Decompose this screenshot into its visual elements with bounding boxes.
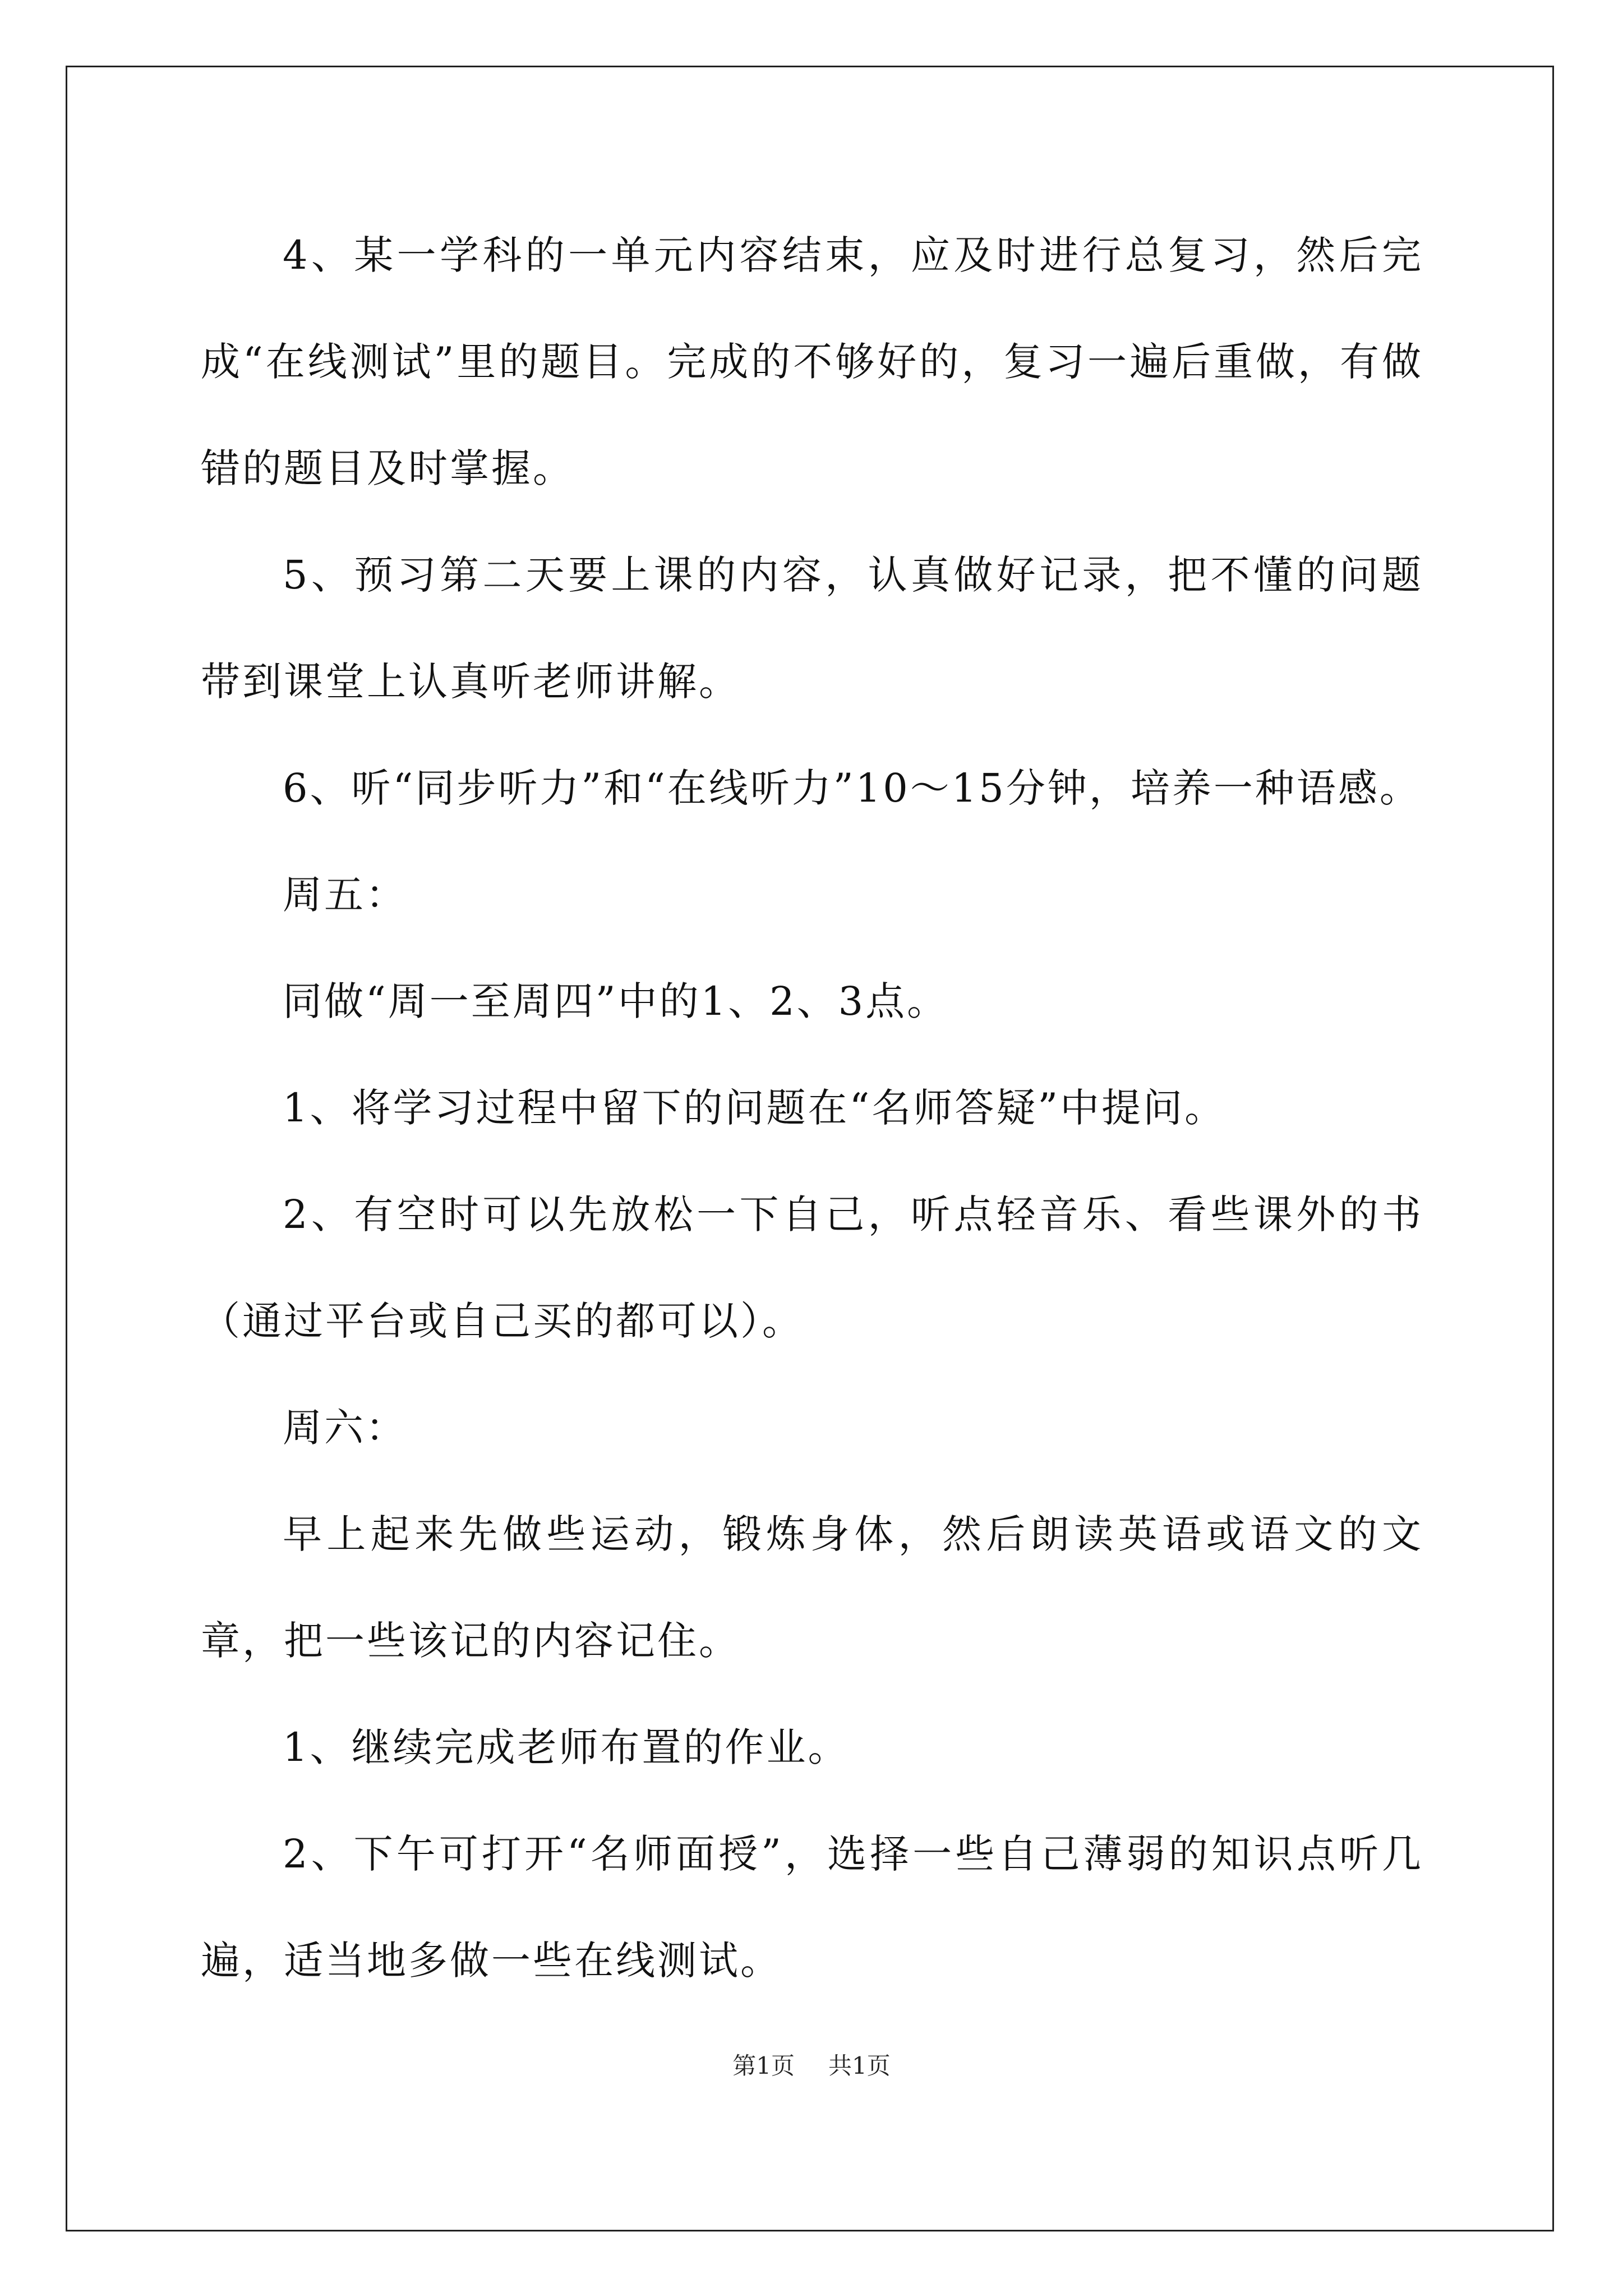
paragraph-1: 4、某一学科的一单元内容结束，应及时进行总复习，然后完成“在线测试”里的题目。完成的不够好的，复习一遍后重做，有做错的题目及时掌握。 [201, 232, 1423, 491]
paragraph-7: 2、有空时可以先放松一下自己，听点轻音乐、看些课外的书（通过平台或自己买的都可以）。 [201, 1191, 1423, 1344]
document-body [201, 202, 1423, 2014]
paragraph-6: 1、将学习过程中留下的问题在“名师答疑”中提问。 [283, 1085, 1227, 1131]
section-heading-friday: 周五： [283, 872, 407, 918]
paragraph-10: 1、继续完成老师布置的作业。 [283, 1724, 850, 1770]
paragraph-2: 5、预习第二天要上课的内容，认真做好记录，把不懂的问题带到课堂上认真听老师讲解。 [201, 552, 1423, 705]
paragraph-5: 同做“周一至周四”中的1、2、3点。 [283, 978, 949, 1024]
page-total: 共1页 [828, 2052, 891, 2079]
paragraph-3: 6、听“同步听力”和“在线听力”10～15分钟，培养一种语感。 [283, 765, 1421, 811]
paragraph-11: 2、下午可打开“名师面授”，选择一些自己薄弱的知识点听几遍，适当地多做一些在线测试。 [201, 1831, 1423, 1984]
paragraph-9: 早上起来先做些运动，锻炼身体，然后朗读英语或语文的文章，把一些该记的内容记住。 [201, 1511, 1423, 1664]
page-footer [0, 2047, 1623, 2081]
page-number: 第1页 [732, 2052, 795, 2079]
section-heading-saturday: 周六： [283, 1405, 407, 1451]
